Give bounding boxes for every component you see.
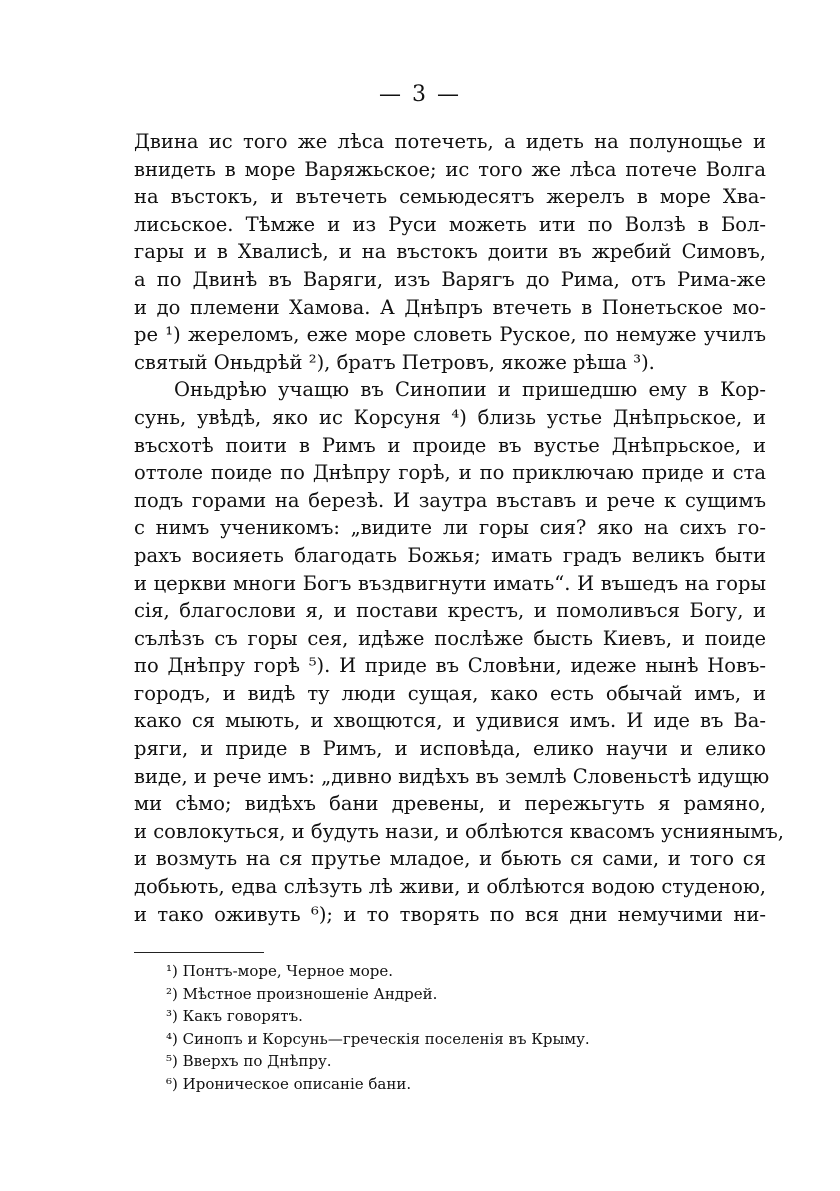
footnote: ⁴) Синопъ и Корсунь—греческія поселенія въ Крыму. xyxy=(166,1029,590,1048)
footnote: ⁵) Вверхъ по Днѣпру. xyxy=(166,1052,332,1071)
text-line: гары и в Хвалисѣ, и на въстокъ доити въ жребий Симовъ, xyxy=(134,240,766,264)
text-line: оттоле поиде по Днѣпру горѣ, и по приключаю приде и ста xyxy=(134,461,766,485)
text-line: рахъ восияеть благодать Божья; имать градъ великъ быти xyxy=(134,543,766,567)
text-line: и тако оживуть ⁶); и то творять по вся дни немучими ни- xyxy=(134,902,766,926)
text-line: на въстокъ, и вътечеть семьюдесятъ жерелъ в море Хва- xyxy=(134,185,766,209)
text-line: ре ¹) жереломъ, еже море словеть Руское, по немуже училъ xyxy=(134,323,766,347)
footnote: ⁶) Ироническое описаніе бани. xyxy=(166,1074,412,1093)
footnotes xyxy=(166,960,590,1096)
text-line: а по Двинѣ въ Варяги, изъ Варягъ до Рима, отъ Рима-же xyxy=(134,267,766,291)
text-line: и возмуть на ся прутье младое, и бьють ся сами, и того ся xyxy=(134,847,766,871)
text-line: святый Оньдрѣй ²), братъ Петровъ, якоже рѣша ³). xyxy=(134,350,655,374)
text-line: внидеть в море Варяжьское; ис того же лѣса потече Волга xyxy=(134,157,766,181)
text-line: подъ горами на березѣ. И заутра въставъ и рече к сущимъ xyxy=(134,488,766,512)
text-line: како ся мыють, и хвощются, и удивися имъ. И иде въ Ва- xyxy=(134,709,766,733)
text-line: и церкви многи Богъ въздвигнути имать“. И въшедъ на горы xyxy=(134,571,766,595)
text-line: ми сѣмо; видѣхъ бани древены, и пережьгуть я рамяно, xyxy=(134,792,766,816)
text-line: лисьское. Тѣмже и из Руси можеть ити по Волзѣ в Бол- xyxy=(134,212,766,236)
text-line: по Днѣпру горѣ ⁵). И приде въ Словѣни, идеже нынѣ Новъ- xyxy=(134,654,766,678)
paragraph-start-line: Оньдрѣю учащю въ Синопии и пришедшю ему в Кор- xyxy=(174,378,766,402)
text-line: ряги, и приде в Римъ, и исповѣда, елико научи и елико xyxy=(134,737,766,761)
text-line: и совлокуться, и будуть нази, и облѣются квасомъ усниянымъ, xyxy=(134,819,785,843)
text-line: сълѣзъ съ горы сея, идѣже послѣже бысть Киевъ, и поиде xyxy=(134,626,766,650)
footnote: ¹) Понтъ-море, Черное море. xyxy=(166,962,394,980)
text-line: добьють, едва слѣзуть лѣ живи, и облѣются водою студеною, xyxy=(134,875,766,899)
text-line: сія, благослови я, и постави крестъ, и помоливъся Богу, и xyxy=(134,599,766,623)
footnote: ²) Мѣстное произношеніе Андрей. xyxy=(166,984,438,1003)
text-line: въсхотѣ поити в Римъ и проиде въ вустье Днѣпрьское, и xyxy=(134,433,766,457)
text-line: и до племени Хамова. А Днѣпръ втечеть в Понетьское мо- xyxy=(134,295,766,319)
page-number: — 3 — xyxy=(379,82,461,107)
body-text xyxy=(134,128,785,928)
footnote-divider xyxy=(134,952,264,953)
text-line: виде, и рече имъ: „дивно видѣхъ въ землѣ Словеньстѣ идущю xyxy=(134,764,770,788)
text-line: с нимъ ученикомъ: „видите ли горы сия? яко на сихъ го- xyxy=(134,516,766,540)
footnote: ³) Какъ говорятъ. xyxy=(166,1007,303,1026)
text-line: городъ, и видѣ ту люди сущая, како есть обычай имъ, и xyxy=(134,681,766,705)
text-line: сунь, увѣдѣ, яко ис Корсуня ⁴) близь устье Днѣпрьское, и xyxy=(134,405,766,429)
text-line: Двина ис того же лѣса потечеть, а идеть на полунощье и xyxy=(134,130,766,153)
